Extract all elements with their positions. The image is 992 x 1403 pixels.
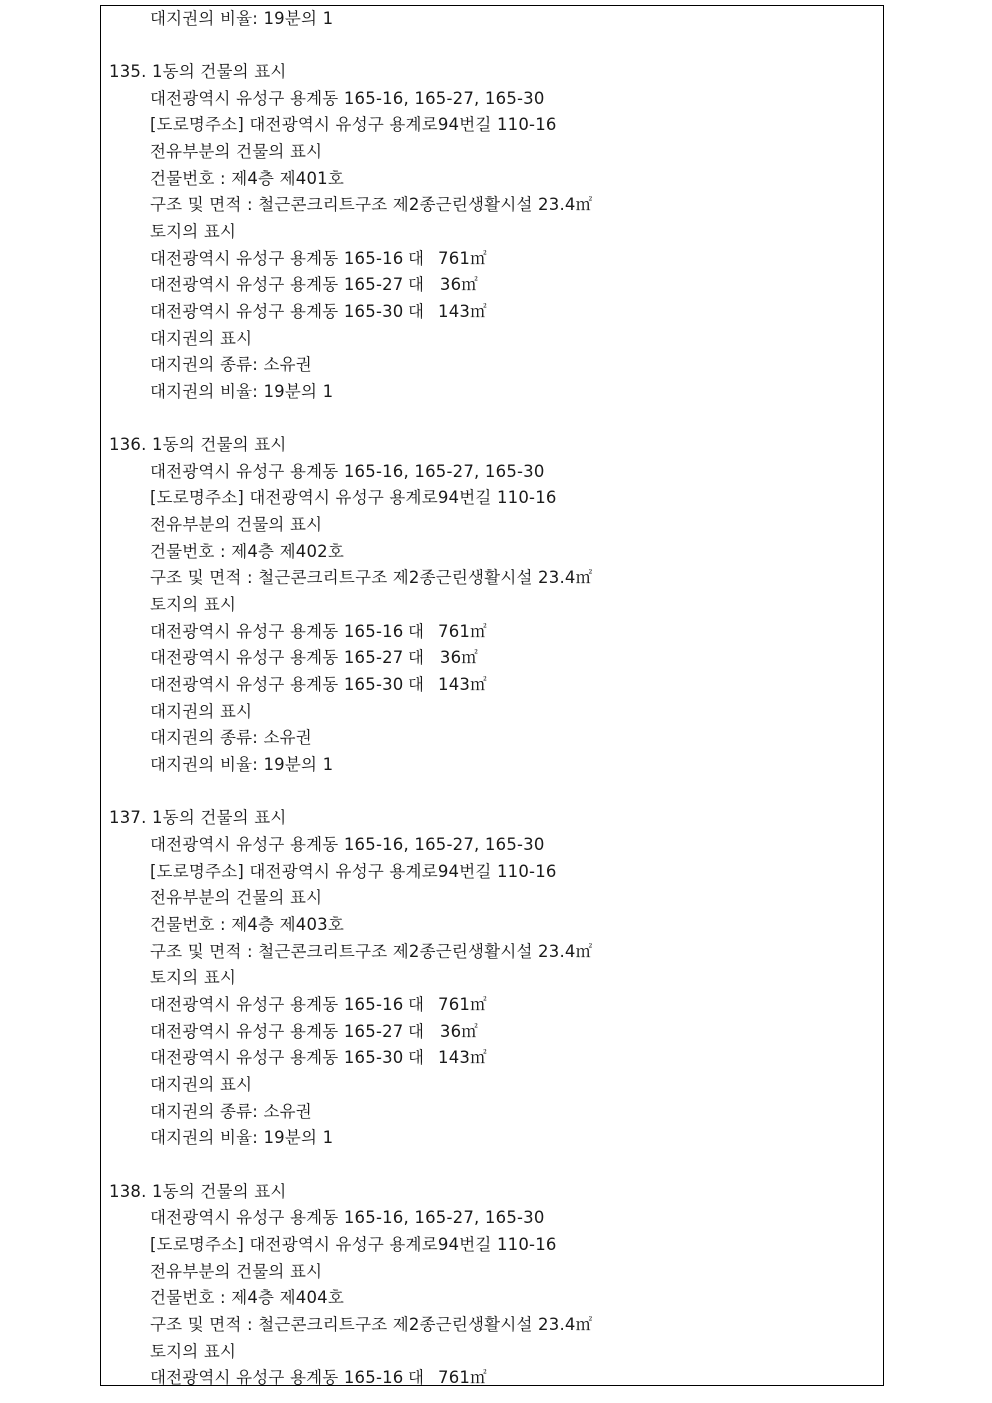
land-row: [150, 1368, 487, 1386]
entry-heading: 136. 1동의 건물의 표시: [109, 435, 287, 454]
entry-heading: 137. 1동의 건물의 표시: [109, 808, 287, 827]
land-type: 대: [408, 675, 425, 694]
building-number: 건물번호 : 제4층 제404호: [150, 1288, 344, 1307]
land-title: 토지의 표시: [150, 1342, 237, 1361]
ratio-line: 대지권의 비율: 19분의 1: [150, 9, 334, 28]
land-right-ratio: 대지권의 비율: 19분의 1: [150, 382, 334, 401]
land-type: 대: [408, 1368, 425, 1386]
road-address: [도로명주소] 대전광역시 유성구 용계로94번길 110-16: [150, 115, 557, 134]
entry-heading: 135. 1동의 건물의 표시: [109, 62, 287, 81]
land-type: 대: [408, 302, 425, 321]
land-type: 대: [408, 995, 425, 1014]
land-right-kind: 대지권의 종류: 소유권: [150, 355, 312, 374]
document-page: [100, 5, 884, 1386]
road-address: [도로명주소] 대전광역시 유성구 용계로94번길 110-16: [150, 488, 557, 507]
land-area: 761㎡: [438, 1368, 487, 1386]
structure-area: 구조 및 면적 : 철근콘크리트구조 제2종근린생활시설 23.4㎡: [150, 1315, 593, 1334]
building-address: 대전광역시 유성구 용계동 165-16, 165-27, 165-30: [150, 835, 545, 854]
building-address: 대전광역시 유성구 용계동 165-16, 165-27, 165-30: [150, 1208, 545, 1227]
land-location: 대전광역시 유성구 용계동 165-16: [150, 1368, 404, 1386]
land-title: 토지의 표시: [150, 968, 237, 987]
building-number: 건물번호 : 제4층 제402호: [150, 542, 344, 561]
land-location: 대전광역시 유성구 용계동 165-27: [150, 1022, 404, 1041]
land-area: 143㎡: [438, 675, 487, 694]
land-right-title: 대지권의 표시: [150, 329, 253, 348]
exclusive-title: 전유부분의 건물의 표시: [150, 142, 323, 161]
land-right-kind: 대지권의 종류: 소유권: [150, 728, 312, 747]
exclusive-title: 전유부분의 건물의 표시: [150, 515, 323, 534]
land-area: 761㎡: [438, 622, 487, 641]
land-title: 토지의 표시: [150, 222, 237, 241]
land-right-title: 대지권의 표시: [150, 702, 253, 721]
road-address: [도로명주소] 대전광역시 유성구 용계로94번길 110-16: [150, 862, 557, 881]
land-area: 761㎡: [438, 249, 487, 268]
land-area: 36㎡: [439, 648, 478, 667]
structure-area: 구조 및 면적 : 철근콘크리트구조 제2종근린생활시설 23.4㎡: [150, 942, 593, 961]
land-type: 대: [408, 1022, 425, 1041]
building-address: 대전광역시 유성구 용계동 165-16, 165-27, 165-30: [150, 89, 545, 108]
land-right-title: 대지권의 표시: [150, 1075, 253, 1094]
entry-heading: 138. 1동의 건물의 표시: [109, 1182, 287, 1201]
land-title: 토지의 표시: [150, 595, 237, 614]
land-location: 대전광역시 유성구 용계동 165-30: [150, 675, 404, 694]
land-location: 대전광역시 유성구 용계동 165-27: [150, 275, 404, 294]
land-location: 대전광역시 유성구 용계동 165-27: [150, 648, 404, 667]
land-area: 761㎡: [438, 995, 487, 1014]
land-location: 대전광역시 유성구 용계동 165-30: [150, 1048, 404, 1067]
building-number: 건물번호 : 제4층 제401호: [150, 169, 344, 188]
land-area: 36㎡: [439, 275, 478, 294]
building-number: 건물번호 : 제4층 제403호: [150, 915, 344, 934]
land-type: 대: [408, 249, 425, 268]
land-type: 대: [408, 622, 425, 641]
land-type: 대: [408, 275, 425, 294]
land-location: 대전광역시 유성구 용계동 165-30: [150, 302, 404, 321]
land-right-ratio: 대지권의 비율: 19분의 1: [150, 755, 334, 774]
land-location: 대전광역시 유성구 용계동 165-16: [150, 249, 404, 268]
land-right-kind: 대지권의 종류: 소유권: [150, 1102, 312, 1121]
land-type: 대: [408, 648, 425, 667]
exclusive-title: 전유부분의 건물의 표시: [150, 888, 323, 907]
land-right-ratio: 대지권의 비율: 19분의 1: [150, 1128, 334, 1147]
structure-area: 구조 및 면적 : 철근콘크리트구조 제2종근린생활시설 23.4㎡: [150, 568, 593, 587]
land-location: 대전광역시 유성구 용계동 165-16: [150, 995, 404, 1014]
land-area: 143㎡: [438, 302, 487, 321]
road-address: [도로명주소] 대전광역시 유성구 용계로94번길 110-16: [150, 1235, 557, 1254]
land-type: 대: [408, 1048, 425, 1067]
structure-area: 구조 및 면적 : 철근콘크리트구조 제2종근린생활시설 23.4㎡: [150, 195, 593, 214]
land-area: 143㎡: [438, 1048, 487, 1067]
land-area: 36㎡: [439, 1022, 478, 1041]
exclusive-title: 전유부분의 건물의 표시: [150, 1262, 323, 1281]
building-address: 대전광역시 유성구 용계동 165-16, 165-27, 165-30: [150, 462, 545, 481]
land-location: 대전광역시 유성구 용계동 165-16: [150, 622, 404, 641]
